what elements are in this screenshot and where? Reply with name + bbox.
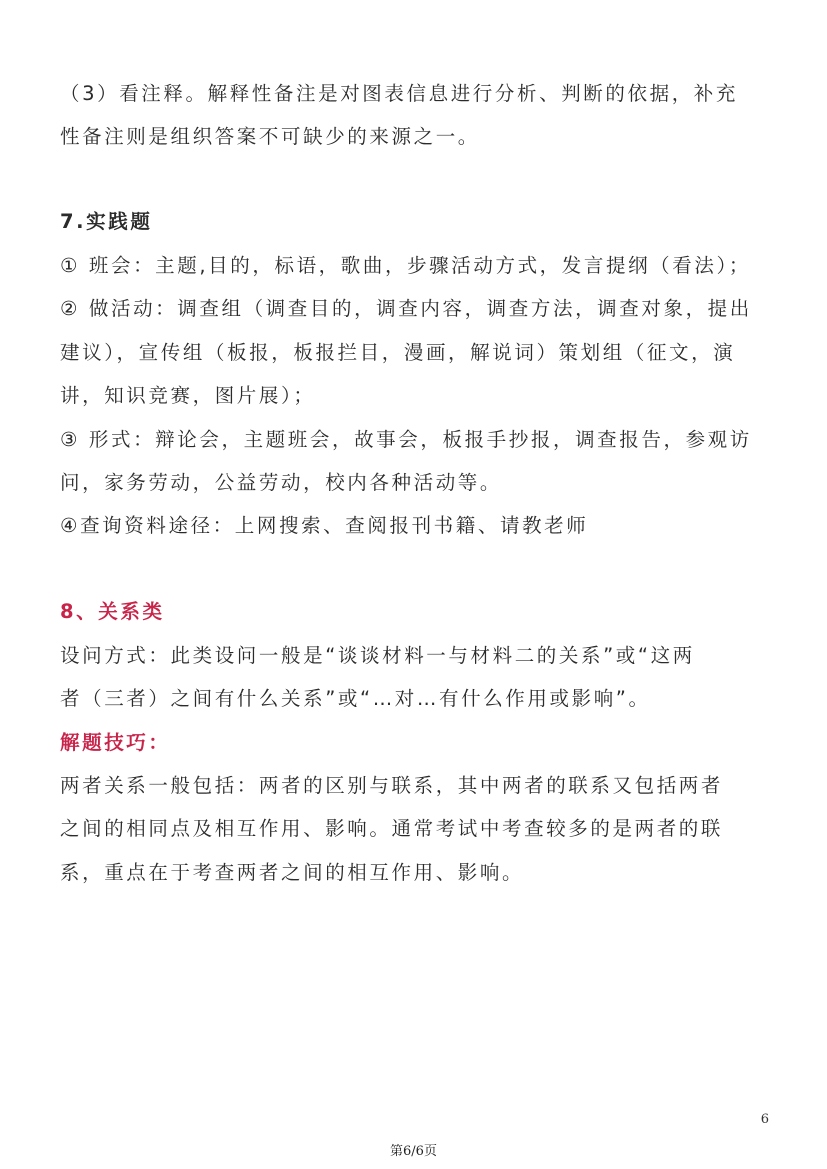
note-line-1: （3）看注释。解释性备注是对图表信息进行分析、判断的依据，补充 bbox=[60, 82, 739, 105]
section-8-tips-line-3: 系，重点在于考查两者之间的相互作用、影响。 bbox=[60, 861, 525, 884]
section-8-tips-heading: 解题技巧： bbox=[60, 731, 171, 754]
section-7-item-2-line-1: ② 做活动：调查组（调查目的，调查内容，调查方法，调查对象，提出 bbox=[60, 297, 752, 320]
section-8-tips-line-2: 之间的相同点及相互作用、影响。通常考试中考查较多的是两者的联 bbox=[60, 817, 724, 840]
section-7-heading: 7.实践题 bbox=[60, 210, 153, 233]
section-7-item-2-line-3: 讲，知识竞赛，图片展）； bbox=[60, 384, 316, 407]
section-7-item-2-line-2: 建议），宣传组（板报，板报拦目，漫画，解说词）策划组（征文，演 bbox=[60, 341, 736, 364]
section-7-item-3-line-2: 问，家务劳动，公益劳动，校内各种活动等。 bbox=[60, 471, 503, 494]
section-7-item-1: ① 班会：主题,目的，标语，歌曲，步骤活动方式，发言提纲（看法）； bbox=[60, 254, 751, 277]
section-8-question-line-1: 设问方式：此类设问一般是“谈谈材料一与材料二的关系”或“这两 bbox=[60, 644, 695, 667]
note-line-2: 性备注则是组织答案不可缺少的来源之一。 bbox=[60, 125, 480, 148]
page-footer-label: 第6/6页 bbox=[390, 1144, 437, 1159]
section-7-item-3-line-1: ③ 形式：辩论会，主题班会，故事会，板报手抄报，调查报告，参观访 bbox=[60, 428, 752, 451]
section-8-question-line-2: 者（三者）之间有什么关系”或“…对…有什么作用或影响”。 bbox=[60, 687, 651, 710]
page-number: 6 bbox=[760, 1112, 769, 1127]
section-8-heading: 8、关系类 bbox=[60, 600, 165, 623]
section-7-item-4: ④查询资料途径：上网搜索、查阅报刊书籍、请教老师 bbox=[60, 514, 589, 537]
section-8-tips-line-1: 两者关系一般包括：两者的区别与联系，其中两者的联系又包括两者 bbox=[60, 774, 724, 797]
